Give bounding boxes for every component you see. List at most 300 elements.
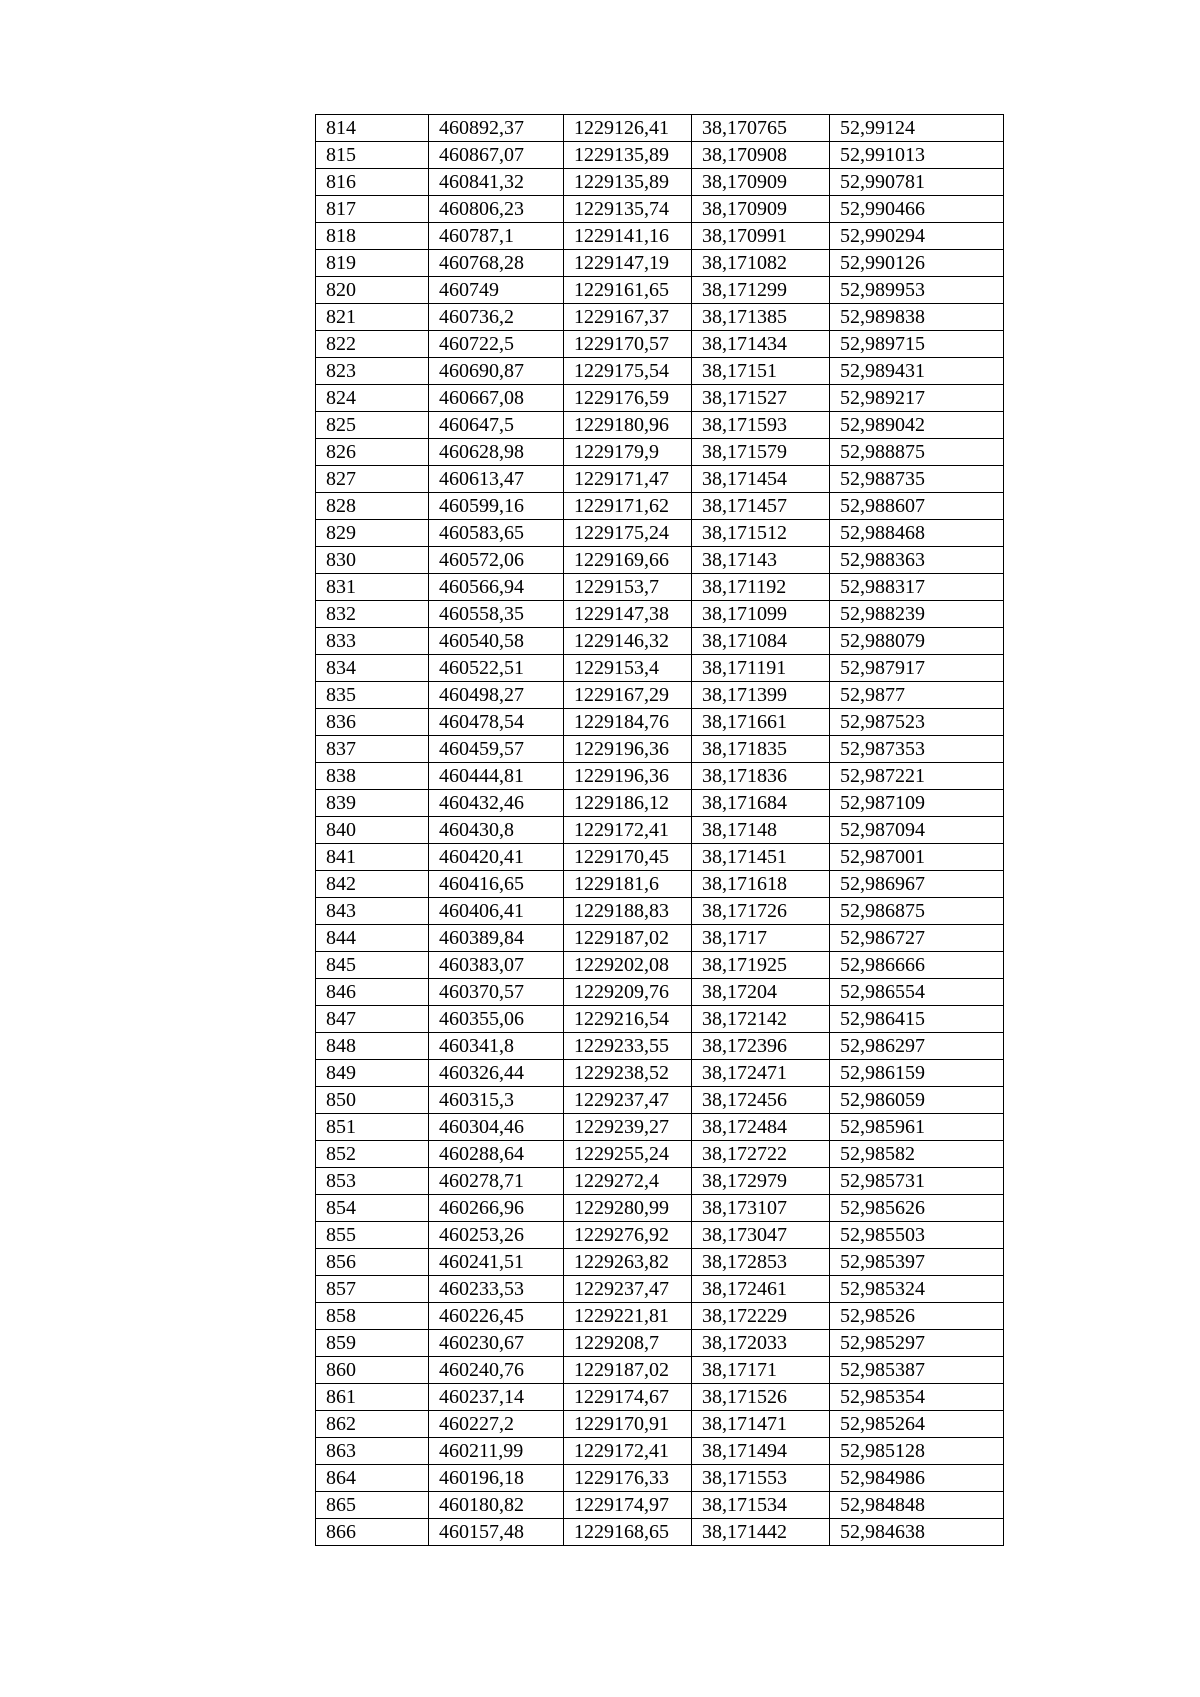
point-number-cell: 829 (316, 520, 429, 547)
latitude-cell: 52,991013 (830, 142, 1004, 169)
table-row (316, 304, 1004, 331)
table-row (316, 1114, 1004, 1141)
latitude-cell: 52,989838 (830, 304, 1004, 331)
point-number-cell: 818 (316, 223, 429, 250)
x-coordinate-cell: 460841,32 (429, 169, 564, 196)
point-number-cell: 850 (316, 1087, 429, 1114)
y-coordinate-cell: 1229237,47 (564, 1087, 692, 1114)
latitude-cell: 52,99124 (830, 115, 1004, 142)
latitude-cell: 52,986159 (830, 1060, 1004, 1087)
y-coordinate-cell: 1229174,97 (564, 1492, 692, 1519)
point-number-cell: 820 (316, 277, 429, 304)
point-number-cell: 860 (316, 1357, 429, 1384)
latitude-cell: 52,986059 (830, 1087, 1004, 1114)
point-number-cell: 853 (316, 1168, 429, 1195)
latitude-cell: 52,990466 (830, 196, 1004, 223)
latitude-cell: 52,990126 (830, 250, 1004, 277)
x-coordinate-cell: 460240,76 (429, 1357, 564, 1384)
point-number-cell: 844 (316, 925, 429, 952)
table-row (316, 412, 1004, 439)
longitude-cell: 38,17143 (692, 547, 830, 574)
longitude-cell: 38,171593 (692, 412, 830, 439)
table-row (316, 1357, 1004, 1384)
x-coordinate-cell: 460326,44 (429, 1060, 564, 1087)
y-coordinate-cell: 1229196,36 (564, 763, 692, 790)
longitude-cell: 38,17204 (692, 979, 830, 1006)
point-number-cell: 816 (316, 169, 429, 196)
x-coordinate-cell: 460583,65 (429, 520, 564, 547)
latitude-cell: 52,985297 (830, 1330, 1004, 1357)
point-number-cell: 854 (316, 1195, 429, 1222)
table-row (316, 1141, 1004, 1168)
point-number-cell: 814 (316, 115, 429, 142)
longitude-cell: 38,171454 (692, 466, 830, 493)
x-coordinate-cell: 460196,18 (429, 1465, 564, 1492)
longitude-cell: 38,171191 (692, 655, 830, 682)
table-row (316, 385, 1004, 412)
y-coordinate-cell: 1229263,82 (564, 1249, 692, 1276)
point-number-cell: 843 (316, 898, 429, 925)
x-coordinate-cell: 460522,51 (429, 655, 564, 682)
y-coordinate-cell: 1229161,65 (564, 277, 692, 304)
point-number-cell: 817 (316, 196, 429, 223)
x-coordinate-cell: 460540,58 (429, 628, 564, 655)
table-row (316, 979, 1004, 1006)
x-coordinate-cell: 460558,35 (429, 601, 564, 628)
longitude-cell: 38,171527 (692, 385, 830, 412)
longitude-cell: 38,171192 (692, 574, 830, 601)
x-coordinate-cell: 460444,81 (429, 763, 564, 790)
y-coordinate-cell: 1229175,24 (564, 520, 692, 547)
table-row (316, 817, 1004, 844)
y-coordinate-cell: 1229169,66 (564, 547, 692, 574)
x-coordinate-cell: 460341,8 (429, 1033, 564, 1060)
table-row (316, 736, 1004, 763)
x-coordinate-cell: 460478,54 (429, 709, 564, 736)
x-coordinate-cell: 460892,37 (429, 115, 564, 142)
x-coordinate-cell: 460355,06 (429, 1006, 564, 1033)
longitude-cell: 38,171099 (692, 601, 830, 628)
latitude-cell: 52,98582 (830, 1141, 1004, 1168)
point-number-cell: 865 (316, 1492, 429, 1519)
latitude-cell: 52,988317 (830, 574, 1004, 601)
longitude-cell: 38,1717 (692, 925, 830, 952)
x-coordinate-cell: 460416,65 (429, 871, 564, 898)
x-coordinate-cell: 460288,64 (429, 1141, 564, 1168)
latitude-cell: 52,986967 (830, 871, 1004, 898)
y-coordinate-cell: 1229239,27 (564, 1114, 692, 1141)
x-coordinate-cell: 460266,96 (429, 1195, 564, 1222)
table-row (316, 925, 1004, 952)
x-coordinate-cell: 460370,57 (429, 979, 564, 1006)
y-coordinate-cell: 1229187,02 (564, 1357, 692, 1384)
longitude-cell: 38,171471 (692, 1411, 830, 1438)
y-coordinate-cell: 1229208,7 (564, 1330, 692, 1357)
point-number-cell: 866 (316, 1519, 429, 1546)
latitude-cell: 52,989042 (830, 412, 1004, 439)
longitude-cell: 38,171579 (692, 439, 830, 466)
y-coordinate-cell: 1229170,45 (564, 844, 692, 871)
longitude-cell: 38,171299 (692, 277, 830, 304)
x-coordinate-cell: 460628,98 (429, 439, 564, 466)
point-number-cell: 839 (316, 790, 429, 817)
longitude-cell: 38,171082 (692, 250, 830, 277)
latitude-cell: 52,985354 (830, 1384, 1004, 1411)
x-coordinate-cell: 460749 (429, 277, 564, 304)
point-number-cell: 824 (316, 385, 429, 412)
latitude-cell: 52,988079 (830, 628, 1004, 655)
longitude-cell: 38,171457 (692, 493, 830, 520)
point-number-cell: 827 (316, 466, 429, 493)
point-number-cell: 864 (316, 1465, 429, 1492)
table-row (316, 952, 1004, 979)
latitude-cell: 52,985324 (830, 1276, 1004, 1303)
x-coordinate-cell: 460690,87 (429, 358, 564, 385)
x-coordinate-cell: 460211,99 (429, 1438, 564, 1465)
x-coordinate-cell: 460736,2 (429, 304, 564, 331)
coordinates-table (315, 114, 1004, 1546)
latitude-cell: 52,987917 (830, 655, 1004, 682)
y-coordinate-cell: 1229272,4 (564, 1168, 692, 1195)
longitude-cell: 38,173047 (692, 1222, 830, 1249)
x-coordinate-cell: 460498,27 (429, 682, 564, 709)
point-number-cell: 861 (316, 1384, 429, 1411)
point-number-cell: 842 (316, 871, 429, 898)
point-number-cell: 847 (316, 1006, 429, 1033)
y-coordinate-cell: 1229255,24 (564, 1141, 692, 1168)
y-coordinate-cell: 1229135,89 (564, 142, 692, 169)
y-coordinate-cell: 1229181,6 (564, 871, 692, 898)
table-row (316, 142, 1004, 169)
y-coordinate-cell: 1229176,59 (564, 385, 692, 412)
table-row (316, 682, 1004, 709)
latitude-cell: 52,988735 (830, 466, 1004, 493)
table-row (316, 709, 1004, 736)
y-coordinate-cell: 1229221,81 (564, 1303, 692, 1330)
longitude-cell: 38,172033 (692, 1330, 830, 1357)
y-coordinate-cell: 1229172,41 (564, 817, 692, 844)
x-coordinate-cell: 460304,46 (429, 1114, 564, 1141)
table-row (316, 466, 1004, 493)
longitude-cell: 38,17171 (692, 1357, 830, 1384)
latitude-cell: 52,985264 (830, 1411, 1004, 1438)
longitude-cell: 38,170909 (692, 196, 830, 223)
latitude-cell: 52,987523 (830, 709, 1004, 736)
latitude-cell: 52,984986 (830, 1465, 1004, 1492)
table-row (316, 196, 1004, 223)
longitude-cell: 38,171434 (692, 331, 830, 358)
x-coordinate-cell: 460157,48 (429, 1519, 564, 1546)
latitude-cell: 52,986554 (830, 979, 1004, 1006)
x-coordinate-cell: 460430,8 (429, 817, 564, 844)
y-coordinate-cell: 1229174,67 (564, 1384, 692, 1411)
latitude-cell: 52,98526 (830, 1303, 1004, 1330)
point-number-cell: 856 (316, 1249, 429, 1276)
point-number-cell: 825 (316, 412, 429, 439)
longitude-cell: 38,171836 (692, 763, 830, 790)
point-number-cell: 830 (316, 547, 429, 574)
y-coordinate-cell: 1229135,89 (564, 169, 692, 196)
table-row (316, 115, 1004, 142)
y-coordinate-cell: 1229175,54 (564, 358, 692, 385)
y-coordinate-cell: 1229186,12 (564, 790, 692, 817)
point-number-cell: 831 (316, 574, 429, 601)
longitude-cell: 38,171534 (692, 1492, 830, 1519)
point-number-cell: 833 (316, 628, 429, 655)
table-row (316, 358, 1004, 385)
point-number-cell: 848 (316, 1033, 429, 1060)
table-row (316, 1492, 1004, 1519)
latitude-cell: 52,988468 (830, 520, 1004, 547)
latitude-cell: 52,9877 (830, 682, 1004, 709)
table-row (316, 1519, 1004, 1546)
table-row (316, 439, 1004, 466)
latitude-cell: 52,985128 (830, 1438, 1004, 1465)
latitude-cell: 52,985961 (830, 1114, 1004, 1141)
latitude-cell: 52,988239 (830, 601, 1004, 628)
y-coordinate-cell: 1229170,57 (564, 331, 692, 358)
point-number-cell: 857 (316, 1276, 429, 1303)
longitude-cell: 38,172142 (692, 1006, 830, 1033)
y-coordinate-cell: 1229135,74 (564, 196, 692, 223)
latitude-cell: 52,990781 (830, 169, 1004, 196)
x-coordinate-cell: 460806,23 (429, 196, 564, 223)
table-row (316, 169, 1004, 196)
y-coordinate-cell: 1229147,38 (564, 601, 692, 628)
longitude-cell: 38,171451 (692, 844, 830, 871)
table-row (316, 250, 1004, 277)
longitude-cell: 38,172471 (692, 1060, 830, 1087)
x-coordinate-cell: 460667,08 (429, 385, 564, 412)
latitude-cell: 52,990294 (830, 223, 1004, 250)
longitude-cell: 38,17148 (692, 817, 830, 844)
table-row (316, 493, 1004, 520)
table-row (316, 1276, 1004, 1303)
y-coordinate-cell: 1229147,19 (564, 250, 692, 277)
latitude-cell: 52,984638 (830, 1519, 1004, 1546)
x-coordinate-cell: 460459,57 (429, 736, 564, 763)
y-coordinate-cell: 1229280,99 (564, 1195, 692, 1222)
table-row (316, 1195, 1004, 1222)
latitude-cell: 52,987353 (830, 736, 1004, 763)
latitude-cell: 52,986415 (830, 1006, 1004, 1033)
table-row (316, 520, 1004, 547)
x-coordinate-cell: 460566,94 (429, 574, 564, 601)
point-number-cell: 832 (316, 601, 429, 628)
y-coordinate-cell: 1229171,47 (564, 466, 692, 493)
point-number-cell: 852 (316, 1141, 429, 1168)
table-row (316, 223, 1004, 250)
table-row (316, 871, 1004, 898)
table-row (316, 1087, 1004, 1114)
y-coordinate-cell: 1229233,55 (564, 1033, 692, 1060)
point-number-cell: 859 (316, 1330, 429, 1357)
y-coordinate-cell: 1229168,65 (564, 1519, 692, 1546)
table-row (316, 1222, 1004, 1249)
point-number-cell: 834 (316, 655, 429, 682)
longitude-cell: 38,172853 (692, 1249, 830, 1276)
point-number-cell: 828 (316, 493, 429, 520)
x-coordinate-cell: 460647,5 (429, 412, 564, 439)
latitude-cell: 52,985626 (830, 1195, 1004, 1222)
table-row (316, 898, 1004, 925)
latitude-cell: 52,987094 (830, 817, 1004, 844)
table-row (316, 844, 1004, 871)
x-coordinate-cell: 460226,45 (429, 1303, 564, 1330)
latitude-cell: 52,988607 (830, 493, 1004, 520)
y-coordinate-cell: 1229171,62 (564, 493, 692, 520)
y-coordinate-cell: 1229238,52 (564, 1060, 692, 1087)
y-coordinate-cell: 1229202,08 (564, 952, 692, 979)
y-coordinate-cell: 1229188,83 (564, 898, 692, 925)
point-number-cell: 845 (316, 952, 429, 979)
longitude-cell: 38,171684 (692, 790, 830, 817)
longitude-cell: 38,171618 (692, 871, 830, 898)
longitude-cell: 38,172396 (692, 1033, 830, 1060)
longitude-cell: 38,171661 (692, 709, 830, 736)
longitude-cell: 38,171084 (692, 628, 830, 655)
longitude-cell: 38,170765 (692, 115, 830, 142)
latitude-cell: 52,988363 (830, 547, 1004, 574)
x-coordinate-cell: 460278,71 (429, 1168, 564, 1195)
longitude-cell: 38,172229 (692, 1303, 830, 1330)
y-coordinate-cell: 1229167,37 (564, 304, 692, 331)
longitude-cell: 38,171925 (692, 952, 830, 979)
longitude-cell: 38,172456 (692, 1087, 830, 1114)
table-row (316, 574, 1004, 601)
table-row (316, 790, 1004, 817)
point-number-cell: 849 (316, 1060, 429, 1087)
table-row (316, 277, 1004, 304)
table-row (316, 1330, 1004, 1357)
longitude-cell: 38,171512 (692, 520, 830, 547)
latitude-cell: 52,986875 (830, 898, 1004, 925)
latitude-cell: 52,987001 (830, 844, 1004, 871)
table-row (316, 1411, 1004, 1438)
longitude-cell: 38,170991 (692, 223, 830, 250)
longitude-cell: 38,170909 (692, 169, 830, 196)
point-number-cell: 823 (316, 358, 429, 385)
x-coordinate-cell: 460613,47 (429, 466, 564, 493)
y-coordinate-cell: 1229179,9 (564, 439, 692, 466)
y-coordinate-cell: 1229184,76 (564, 709, 692, 736)
longitude-cell: 38,172484 (692, 1114, 830, 1141)
y-coordinate-cell: 1229146,32 (564, 628, 692, 655)
longitude-cell: 38,171494 (692, 1438, 830, 1465)
x-coordinate-cell: 460230,67 (429, 1330, 564, 1357)
latitude-cell: 52,987109 (830, 790, 1004, 817)
x-coordinate-cell: 460389,84 (429, 925, 564, 952)
point-number-cell: 858 (316, 1303, 429, 1330)
table-row (316, 1249, 1004, 1276)
point-number-cell: 851 (316, 1114, 429, 1141)
table-row (316, 1465, 1004, 1492)
longitude-cell: 38,171553 (692, 1465, 830, 1492)
y-coordinate-cell: 1229276,92 (564, 1222, 692, 1249)
point-number-cell: 838 (316, 763, 429, 790)
table-row (316, 1168, 1004, 1195)
point-number-cell: 841 (316, 844, 429, 871)
longitude-cell: 38,171442 (692, 1519, 830, 1546)
table-row (316, 547, 1004, 574)
latitude-cell: 52,989953 (830, 277, 1004, 304)
x-coordinate-cell: 460787,1 (429, 223, 564, 250)
x-coordinate-cell: 460406,41 (429, 898, 564, 925)
point-number-cell: 835 (316, 682, 429, 709)
longitude-cell: 38,171726 (692, 898, 830, 925)
x-coordinate-cell: 460572,06 (429, 547, 564, 574)
point-number-cell: 819 (316, 250, 429, 277)
point-number-cell: 862 (316, 1411, 429, 1438)
latitude-cell: 52,988875 (830, 439, 1004, 466)
x-coordinate-cell: 460237,14 (429, 1384, 564, 1411)
point-number-cell: 855 (316, 1222, 429, 1249)
latitude-cell: 52,985503 (830, 1222, 1004, 1249)
longitude-cell: 38,17151 (692, 358, 830, 385)
longitude-cell: 38,171526 (692, 1384, 830, 1411)
longitude-cell: 38,171835 (692, 736, 830, 763)
x-coordinate-cell: 460180,82 (429, 1492, 564, 1519)
table-row (316, 1303, 1004, 1330)
point-number-cell: 837 (316, 736, 429, 763)
longitude-cell: 38,173107 (692, 1195, 830, 1222)
table-row (316, 1033, 1004, 1060)
y-coordinate-cell: 1229209,76 (564, 979, 692, 1006)
x-coordinate-cell: 460253,26 (429, 1222, 564, 1249)
y-coordinate-cell: 1229176,33 (564, 1465, 692, 1492)
table-row (316, 331, 1004, 358)
table-row (316, 1438, 1004, 1465)
table-row (316, 1060, 1004, 1087)
y-coordinate-cell: 1229167,29 (564, 682, 692, 709)
latitude-cell: 52,985731 (830, 1168, 1004, 1195)
y-coordinate-cell: 1229153,4 (564, 655, 692, 682)
longitude-cell: 38,171399 (692, 682, 830, 709)
table-row (316, 1006, 1004, 1033)
y-coordinate-cell: 1229170,91 (564, 1411, 692, 1438)
y-coordinate-cell: 1229216,54 (564, 1006, 692, 1033)
x-coordinate-cell: 460599,16 (429, 493, 564, 520)
table-row (316, 655, 1004, 682)
latitude-cell: 52,986297 (830, 1033, 1004, 1060)
latitude-cell: 52,989217 (830, 385, 1004, 412)
y-coordinate-cell: 1229196,36 (564, 736, 692, 763)
point-number-cell: 846 (316, 979, 429, 1006)
y-coordinate-cell: 1229237,47 (564, 1276, 692, 1303)
longitude-cell: 38,172722 (692, 1141, 830, 1168)
x-coordinate-cell: 460420,41 (429, 844, 564, 871)
point-number-cell: 863 (316, 1438, 429, 1465)
y-coordinate-cell: 1229187,02 (564, 925, 692, 952)
longitude-cell: 38,171385 (692, 304, 830, 331)
longitude-cell: 38,172461 (692, 1276, 830, 1303)
x-coordinate-cell: 460227,2 (429, 1411, 564, 1438)
latitude-cell: 52,984848 (830, 1492, 1004, 1519)
y-coordinate-cell: 1229141,16 (564, 223, 692, 250)
x-coordinate-cell: 460867,07 (429, 142, 564, 169)
point-number-cell: 815 (316, 142, 429, 169)
y-coordinate-cell: 1229153,7 (564, 574, 692, 601)
point-number-cell: 836 (316, 709, 429, 736)
latitude-cell: 52,989431 (830, 358, 1004, 385)
x-coordinate-cell: 460233,53 (429, 1276, 564, 1303)
point-number-cell: 821 (316, 304, 429, 331)
latitude-cell: 52,986666 (830, 952, 1004, 979)
y-coordinate-cell: 1229172,41 (564, 1438, 692, 1465)
y-coordinate-cell: 1229180,96 (564, 412, 692, 439)
latitude-cell: 52,986727 (830, 925, 1004, 952)
longitude-cell: 38,172979 (692, 1168, 830, 1195)
